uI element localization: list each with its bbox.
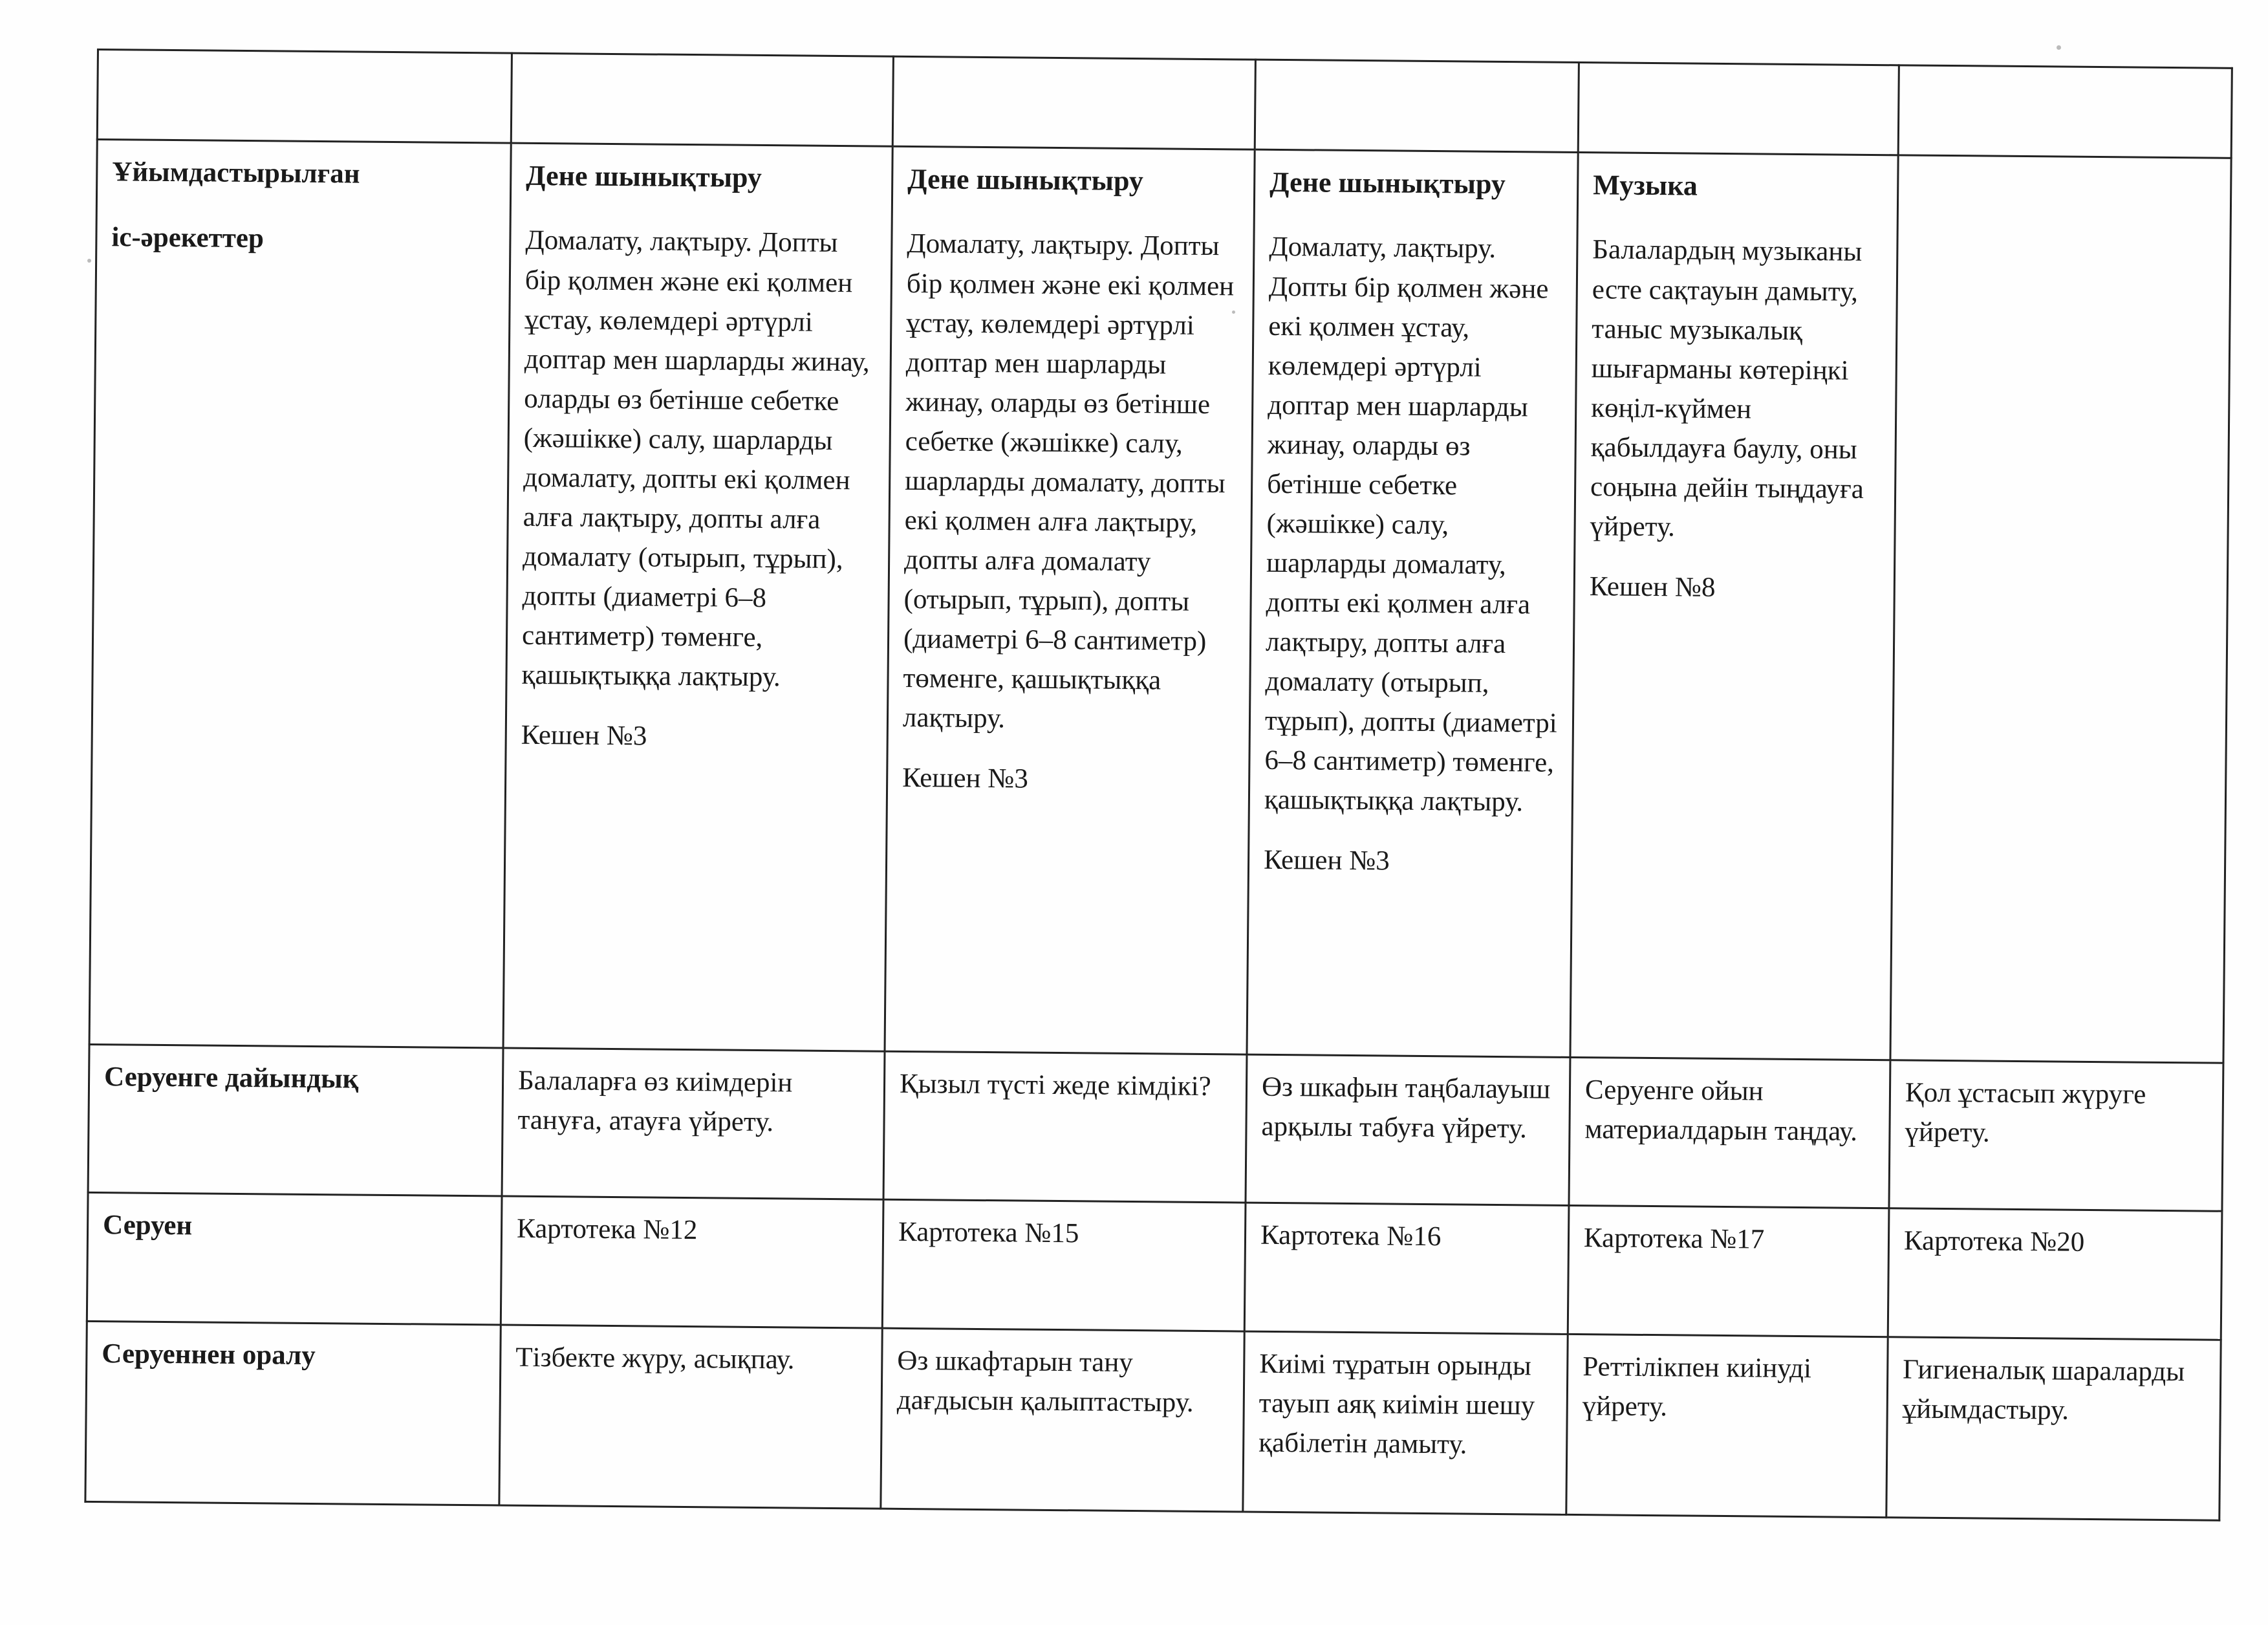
header-cell xyxy=(511,53,893,146)
activity-title: Музыка xyxy=(1593,169,1698,202)
activity-cell xyxy=(1570,152,1898,1060)
table-row-activities xyxy=(89,140,2231,1063)
header-cell xyxy=(97,50,512,144)
activity-description: Домалату, лақтыру. Допты бір қолмен және екі қолмен ұстау, көлемдері әртүрлі доптар мен шарларды жинау, оларды өз бетінше себетке (жәшікке) салу, шарларды домалату, допты екі қолмен алға лақтыру, допты алға домалату (отырып, тұрып), допты (диаметрі 6–8 сантиметр) төменге, қашықтыққа лақтыру. xyxy=(1264,232,1557,818)
table-row-walk xyxy=(87,1192,2222,1340)
walk-cell: Картотека №20 xyxy=(1888,1208,2222,1340)
activity-cell xyxy=(503,143,892,1051)
activity-complex: Кешен №3 xyxy=(521,719,647,752)
activity-description: Домалату, лақтыру. Допты бір қолмен және екі қолмен ұстау, көлемдері әртүрлі доптар мен шарларды жинау, оларды өз бетінше себетке (жәшікке) салу, шарларды домалату, допты екі қолмен алға лақтыру, допты алға домалату (отырып, тұрып), допты (диаметрі 6–8 сантиметр) төменге, қашықтыққа лақтыру. xyxy=(521,225,870,693)
scan-speck xyxy=(2057,45,2061,50)
activity-title: Дене шынықтыру xyxy=(907,162,1144,197)
walk-return-cell: Тізбекте жүру, асықпау. xyxy=(499,1325,882,1509)
row-label-line: іс-әрекеттер xyxy=(111,222,265,254)
activity-complex: Кешен №8 xyxy=(1589,571,1716,603)
activity-description: Балалардың музыканы есте сақтауын дамыту, таныс музыкалық шығарманы көтеріңкі көңіл-күймен қабылдауға баулу, оны соңына дейін тыңдауға үйрету. xyxy=(1590,234,1864,543)
row-label-walk: Серуен xyxy=(87,1192,502,1325)
walk-return-cell: Өз шкафтарын тану дағдысын қалыптастыру. xyxy=(881,1328,1244,1512)
walk-return-cell: Киімі тұратын орынды тауып аяқ киімін шешу қабілетін дамыту. xyxy=(1243,1331,1568,1514)
activity-cell xyxy=(885,146,1255,1054)
activity-complex: Кешен №3 xyxy=(902,762,1029,794)
row-label-line: Ұйымдастырылған xyxy=(112,157,360,190)
row-label-walk-return: Серуеннен оралу xyxy=(85,1321,501,1505)
walk-prep-cell: Қызыл түсті жеде кімдікі? xyxy=(883,1051,1247,1203)
walk-prep-cell: Қол ұстасып жүруге үйрету. xyxy=(1889,1060,2223,1211)
row-label-activities xyxy=(89,140,511,1049)
walk-cell: Картотека №17 xyxy=(1568,1205,1889,1336)
walk-prep-cell: Өз шкафын таңбалауыш арқылы табуға үйрету. xyxy=(1246,1054,1570,1205)
walk-cell: Картотека №15 xyxy=(882,1199,1246,1331)
header-cell xyxy=(1578,62,1899,155)
header-cell xyxy=(892,56,1255,149)
walk-cell: Картотека №12 xyxy=(501,1196,883,1328)
activity-complex: Кешен №3 xyxy=(1263,844,1390,877)
activity-cell xyxy=(1247,149,1578,1057)
row-label-walk-prep: Серуенге дайындық xyxy=(88,1044,503,1196)
scan-speck xyxy=(87,259,91,263)
walk-prep-cell: Балаларға өз киімдерін тануға, атауға үйрету. xyxy=(502,1048,885,1199)
activity-description: Домалату, лақтыру. Допты бір қолмен және екі қолмен ұстау, көлемдері әртүрлі доптар мен шарларды жинау, оларды өз бетінше себетке (жәшікке) салу, шарларды домалату, допты екі қолмен алға лақтыру, допты алға домалату (отырып, тұрып), допты (диаметрі 6–8 сантиметр) төменге, қашықтыққа лақтыру. xyxy=(902,228,1235,734)
walk-cell: Картотека №16 xyxy=(1244,1203,1569,1334)
table-row-walk-prep xyxy=(88,1044,2223,1211)
activity-title: Дене шынықтыру xyxy=(526,159,762,193)
walk-return-cell: Реттілікпен киінуді үйрету. xyxy=(1566,1334,1888,1517)
walk-prep-cell: Серуенге ойын материалдарын таңдау. xyxy=(1569,1057,1890,1208)
schedule-sheet xyxy=(84,49,2230,1521)
table-row-walk-return xyxy=(85,1321,2221,1520)
header-cell xyxy=(1255,60,1579,152)
walk-return-cell: Гигиеналық шараларды ұйымдастыру. xyxy=(1886,1337,2221,1520)
activity-cell-empty xyxy=(1890,155,2231,1063)
header-cell xyxy=(1898,65,2232,158)
daily-plan-table xyxy=(84,49,2232,1521)
activity-title: Дене шынықтыру xyxy=(1269,166,1506,201)
